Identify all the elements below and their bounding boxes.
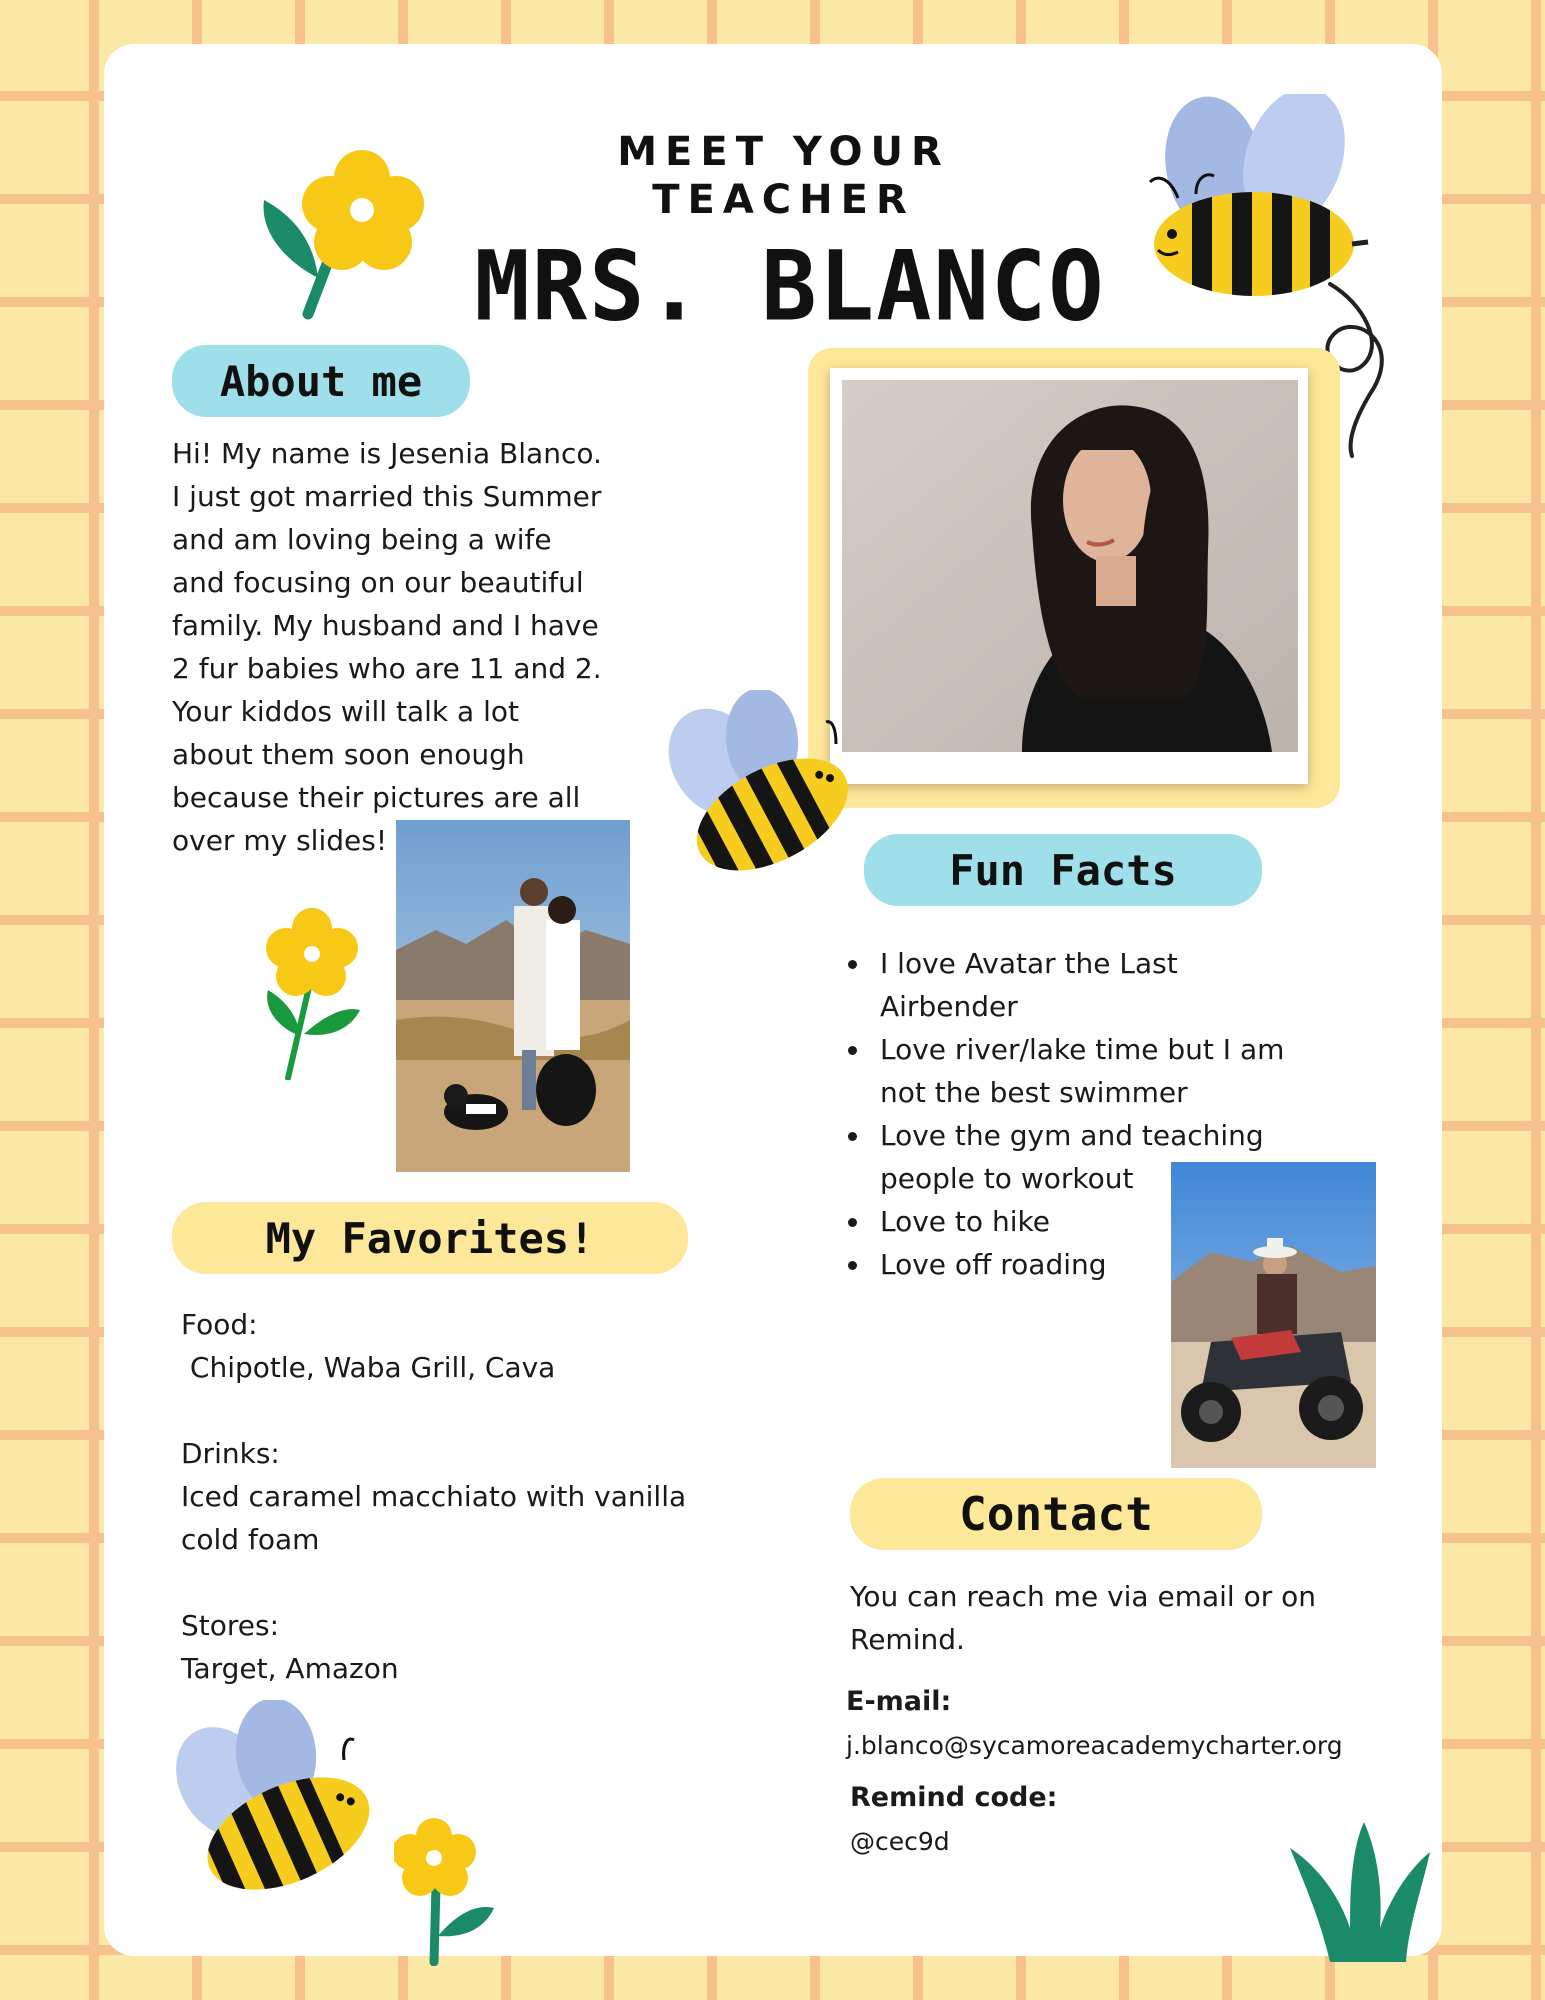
fun-fact-line: Love off roading [880,1248,1107,1281]
contact-intro-line: You can reach me via email or on [850,1580,1317,1613]
fun-fact-line: not the best swimmer [880,1076,1188,1109]
grass-icon [1290,1818,1460,1962]
title-meet-your: MEET YOUR [617,129,950,175]
about-line: family. My husband and I have [172,609,599,642]
fun-fact-item [848,942,1308,1028]
teacher-portrait-photo [842,380,1298,752]
atv-photo [1171,1162,1376,1468]
email-label: E-mail: [846,1686,952,1717]
about-line: I just got married this Summer [172,480,602,513]
drinks-value: Iced caramel macchiato with vanilla [181,1480,687,1513]
teacher-name-title: MRS. BLANCO [474,230,1106,343]
about-line: because their pictures are all [172,781,581,814]
drinks-label: Drinks: [181,1437,280,1470]
favorites-heading: My Favorites! [172,1202,688,1274]
contact-heading: Contact [850,1478,1262,1550]
fun-facts-heading: Fun Facts [864,834,1262,906]
about-line: Hi! My name is Jesenia Blanco. [172,437,602,470]
family-photo [396,820,630,1172]
food-value: Chipotle, Waba Grill, Cava [181,1351,556,1384]
flower-icon [250,138,430,320]
title-teacher: TEACHER [652,177,915,223]
drinks-value: cold foam [181,1523,320,1556]
contact-intro-line: Remind. [850,1623,965,1656]
email-link[interactable]: j.blanco@sycamoreacademycharter.org [846,1731,1343,1760]
fun-fact-line: people to workout [880,1162,1134,1195]
contact-intro [850,1575,1350,1661]
about-line: Your kiddos will talk a lot [172,695,519,728]
about-line: over my slides! [172,824,388,857]
fun-fact-line: Love to hike [880,1205,1050,1238]
food-label: Food: [181,1308,258,1341]
fun-fact-line: Airbender [880,990,1018,1023]
about-me-text [172,432,612,862]
fun-fact-item [848,1028,1308,1114]
about-line: and focusing on our beautiful [172,566,584,599]
flower-icon [394,1816,498,1966]
remind-code: @cec9d [850,1827,950,1856]
favorites-text [181,1303,701,1690]
about-line: 2 fur babies who are 11 and 2. [172,652,602,685]
fun-fact-line: Love river/lake time but I am [880,1033,1285,1066]
bee-icon [660,690,870,890]
stores-label: Stores: [181,1609,280,1642]
bee-icon [166,1700,376,1900]
remind-label: Remind code: [850,1782,1058,1813]
about-me-heading: About me [172,345,470,417]
flower-icon [264,906,364,1080]
fun-fact-line: Love the gym and teaching [880,1119,1264,1152]
fun-fact-line: I love Avatar the Last [880,947,1178,980]
about-line: and am loving being a wife [172,523,552,556]
stores-value: Target, Amazon [181,1652,399,1685]
about-line: about them soon enough [172,738,525,771]
